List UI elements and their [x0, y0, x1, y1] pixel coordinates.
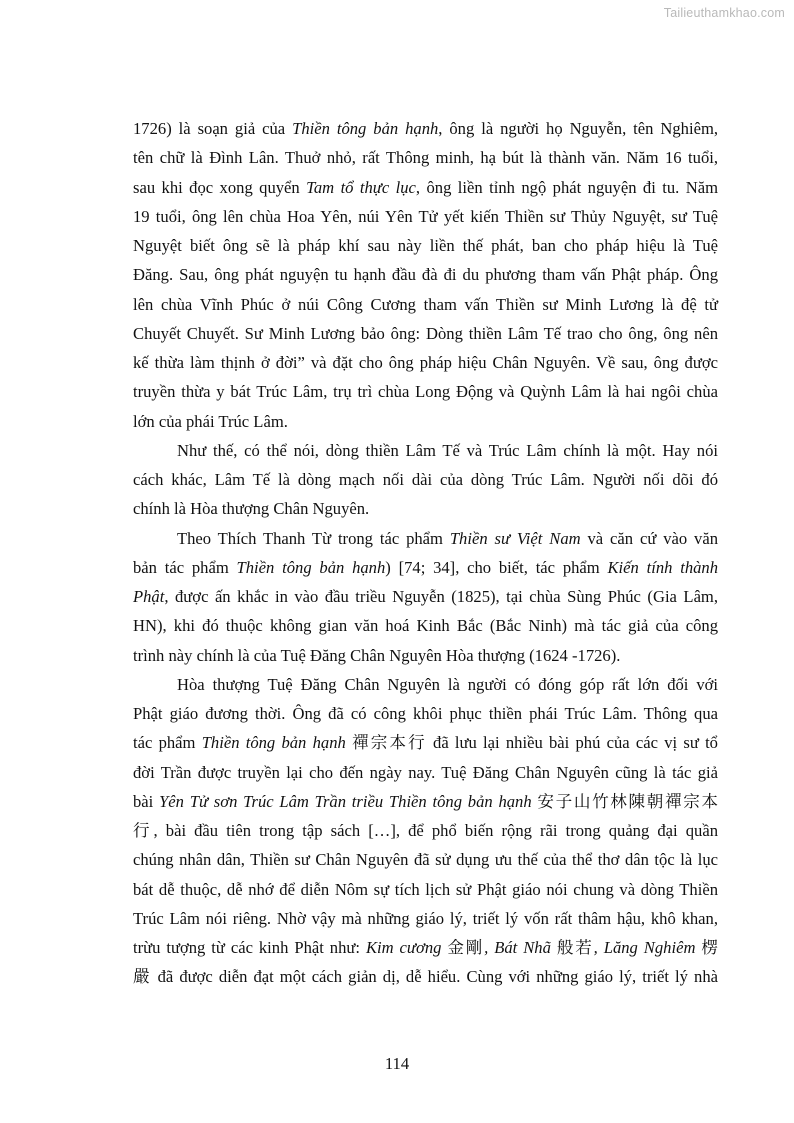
- text-segment: bát dễ thuộc, dễ nhớ để diễn Nôm sự tích lịch sử Phật giáo nói chung và dòng Thiền: [133, 879, 718, 899]
- text-segment: kế thừa làm thịnh ở đời” và đặt cho ông pháp hiệu Chân Nguyên. Về sau, ông được: [133, 353, 718, 372]
- text-line: [133, 641, 718, 670]
- text-line: [133, 816, 718, 845]
- text-segment: đời Trần được truyền lại cho đến ngày nay. Tuệ Đăng Chân Nguyên cũng là tác giả: [133, 762, 718, 782]
- text-segment: 19 tuổi, ông lên chùa Hoa Yên, núi Yên Tử yết kiến Thiền sư Thủy Nguyệt, sư Tuệ: [133, 206, 718, 226]
- text-segment: chính là Hòa thượng Chân Nguyên.: [133, 499, 370, 519]
- italic-title: , Lăng Nghiêm: [593, 938, 696, 957]
- text-line: [133, 933, 718, 962]
- text-segment: trình này chính là của Tuệ Đăng Chân Nguyên Hòa thượng (1624 -1726).: [133, 645, 621, 665]
- text-segment: 禪宗本行 đã lưu lại nhiều bài phú của các vị sư tổ: [345, 733, 718, 753]
- text-segment: Trúc Lâm nói riêng. Nhờ vậy mà những giáo lý, triết lý vốn rất thâm hậu, khô khan,: [133, 908, 718, 928]
- page-number: 114: [384, 1054, 410, 1073]
- text-segment: 安子山竹林陳朝禪宗本: [531, 791, 719, 811]
- text-segment: chúng nhân dân, Thiền sư Chân Nguyên đã sử dụng ưu thế của thể thơ dân tộc là lục: [133, 850, 718, 870]
- italic-title: Thiền tông bản hạnh: [236, 557, 386, 577]
- text-line: [133, 845, 718, 874]
- text-line: [133, 173, 718, 202]
- text-segment: Theo Thích Thanh Từ trong tác phẩm: [177, 528, 450, 548]
- text-line: [133, 962, 718, 991]
- italic-title: Tam tổ thực lục: [306, 177, 416, 197]
- text-segment: 金剛: [441, 938, 485, 957]
- watermark: Tailieuthamkhao.com: [663, 6, 785, 20]
- italic-title: Phật: [133, 587, 165, 606]
- italic-title: Thiền tông bản hạnh: [292, 119, 439, 138]
- text-segment: ) [74; 34], cho biết, tác phẩm: [385, 557, 608, 577]
- text-line: [133, 290, 718, 319]
- text-line: [133, 553, 718, 582]
- text-line: [133, 114, 718, 143]
- text-segment: , ông liền tỉnh ngộ phát nguyện đi tu. Năm: [415, 177, 719, 197]
- italic-title: Kiến tính thành: [607, 557, 719, 577]
- text-segment: 楞: [695, 938, 718, 957]
- text-segment: 嚴 đã được diễn đạt một cách giản dị, dễ hiểu. Cùng với những giáo lý, triết lý nhà: [133, 967, 718, 987]
- text-segment: truyền thừa y bát Trúc Lâm, trụ trì chùa Long Động và Quỳnh Lâm là hai ngôi chùa: [133, 382, 718, 402]
- text-segment: 行, bài đầu tiên trong tập sách […], để phổ biến rộng rãi trong quảng đại quần: [133, 821, 718, 840]
- text-segment: HN), khi đó thuộc không gian văn hoá Kinh Bắc (Bắc Ninh) mà tác giả của công: [133, 616, 718, 636]
- text-line: [133, 524, 718, 553]
- text-segment: Chuyết Chuyết. Sư Minh Lương bảo ông: Dòng thiền Lâm Tế trao cho ông, ông nên: [133, 323, 718, 343]
- text-line: [133, 377, 718, 406]
- text-segment: 1726) là soạn giả của: [133, 119, 293, 138]
- text-segment: Hòa thượng Tuệ Đăng Chân Nguyên là người có đóng góp rất lớn đối với: [177, 674, 718, 694]
- text-segment: cách khác, Lâm Tế là dòng mạch nối dài của dòng Trúc Lâm. Người nối dõi đó: [133, 470, 718, 489]
- text-line: [133, 787, 718, 816]
- italic-title: , Bát Nhã: [484, 938, 551, 957]
- text-segment: và căn cứ vào văn: [580, 528, 718, 548]
- text-line: [133, 319, 718, 348]
- text-line: [133, 875, 718, 904]
- text-segment: bài: [133, 791, 160, 811]
- text-line: [133, 494, 718, 523]
- italic-title: Thiền tông bản hạnh: [201, 733, 346, 753]
- text-line: [133, 260, 718, 289]
- text-segment: , được ấn khắc in vào đầu triều Nguyễn (1825), tại chùa Sùng Phúc (Gia Lâm,: [164, 587, 718, 606]
- text-segment: lớn của phái Trúc Lâm.: [133, 411, 288, 431]
- text-segment: bản tác phẩm: [133, 557, 237, 577]
- text-segment: Phật giáo đương thời. Ông đã có công khôi phục thiền phái Trúc Lâm. Thông qua: [133, 704, 718, 723]
- text-segment: sau khi đọc xong quyển: [133, 177, 307, 197]
- text-segment: tên chữ là Đình Lân. Thuở nhỏ, rất Thông minh, hạ bút là thành văn. Năm 16 tuổi,: [133, 148, 718, 168]
- text-segment: lên chùa Vĩnh Phúc ở núi Công Cương tham vấn Thiền sư Minh Lương là đệ tử: [133, 294, 718, 314]
- text-line: [133, 465, 718, 494]
- text-segment: 般若: [550, 938, 594, 957]
- text-segment: Nguyệt biết ông sẽ là pháp khí sau này liền thế phát, ban cho pháp hiệu là Tuệ: [133, 236, 718, 255]
- text-segment: tác phẩm: [133, 733, 202, 753]
- italic-title: Thiền sư Việt Nam: [449, 528, 581, 548]
- text-line: [133, 231, 718, 260]
- text-line: [133, 348, 718, 377]
- text-segment: trừu tượng từ các kinh Phật như:: [133, 938, 366, 957]
- text-line: [133, 670, 718, 699]
- text-line: [133, 407, 718, 436]
- text-line: [133, 143, 718, 172]
- document-body: [133, 114, 718, 992]
- text-line: [133, 611, 718, 640]
- text-line: [133, 582, 718, 611]
- text-line: [133, 758, 718, 787]
- text-line: [133, 699, 718, 728]
- italic-title: Kim cương: [365, 938, 442, 957]
- text-line: [133, 904, 718, 933]
- text-line: [133, 202, 718, 231]
- text-segment: Như thế, có thể nói, dòng thiền Lâm Tế và Trúc Lâm chính là một. Hay nói: [177, 440, 718, 460]
- text-line: [133, 436, 718, 465]
- text-segment: Đăng. Sau, ông phát nguyện tu hạnh đầu đà đi du phương tham vấn Phật pháp. Ông: [133, 265, 718, 285]
- italic-title: Yên Tử sơn Trúc Lâm Trần triều Thiền tông bản hạnh: [159, 791, 532, 811]
- text-line: [133, 728, 718, 757]
- text-segment: , ông là người họ Nguyễn, tên Nghiêm,: [438, 119, 719, 138]
